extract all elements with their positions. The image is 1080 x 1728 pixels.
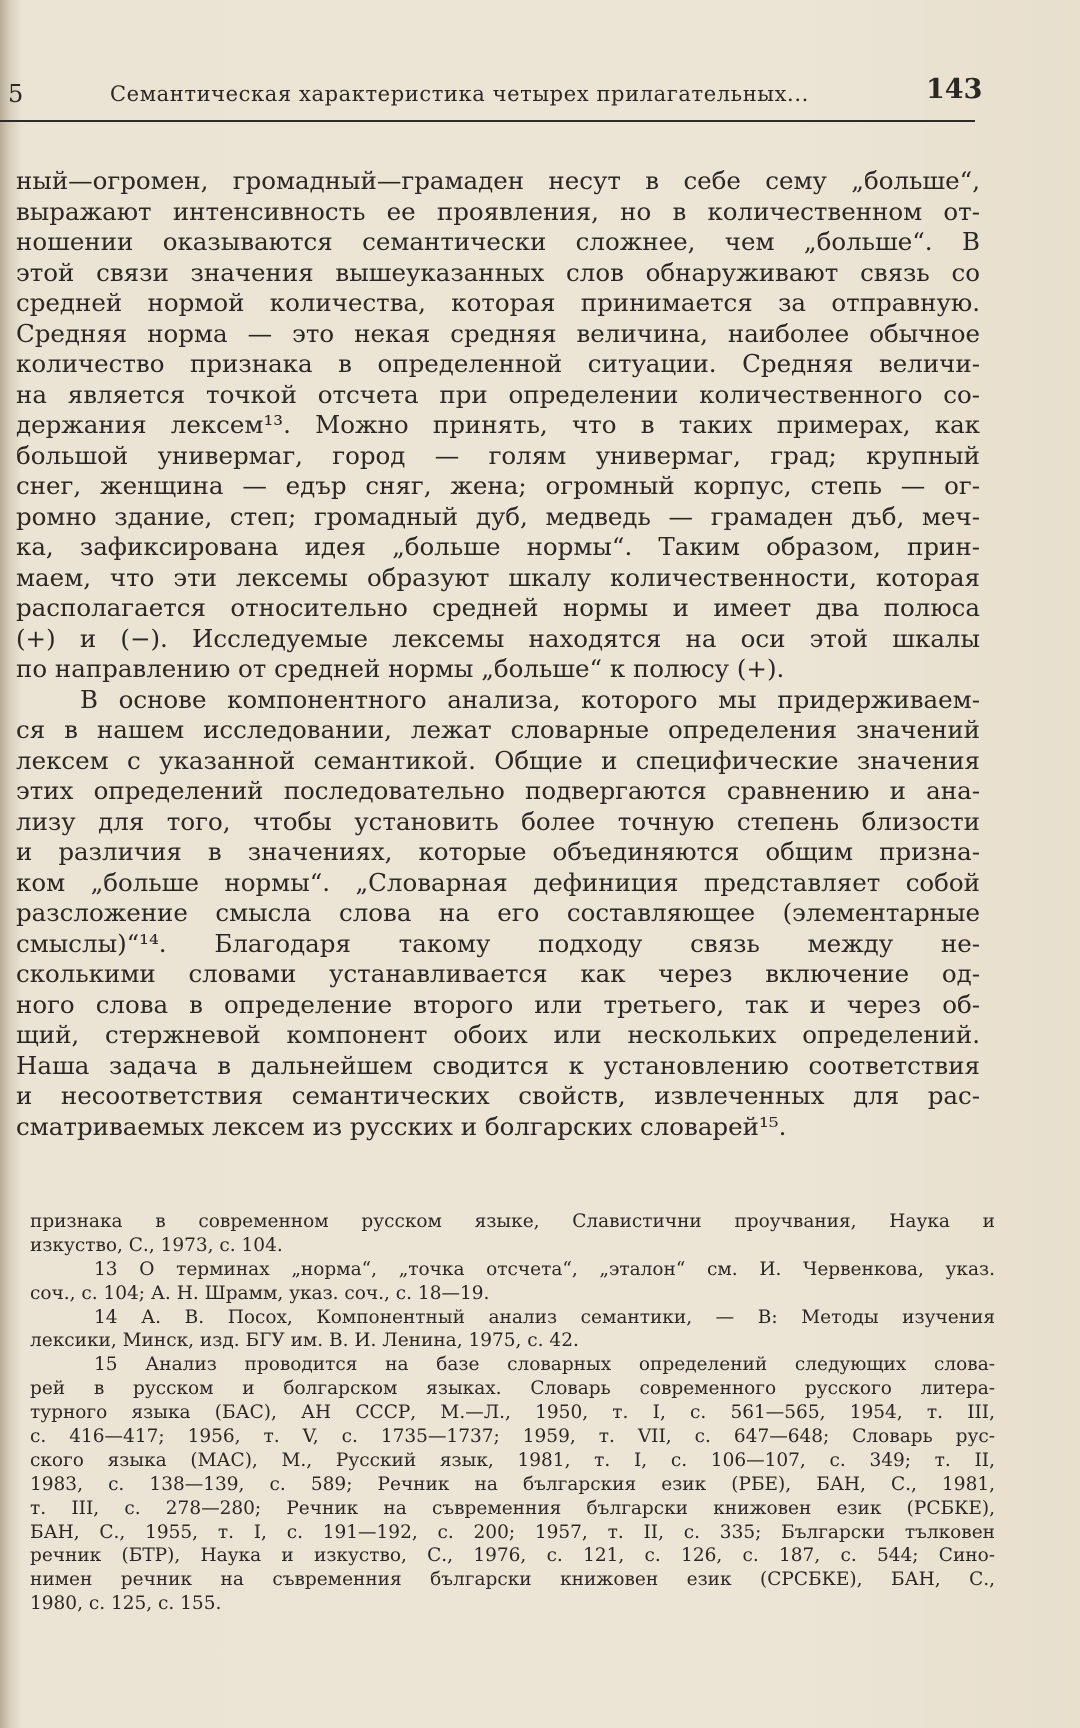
header-rule [0, 120, 975, 122]
body-line: держания лексем¹³. Можно принять, что в таких примерах, как [16, 410, 980, 439]
footnote-line: 1983, с. 138—139, с. 589; Речник на българския език (РБЕ), БАН, С., 1981, [30, 1473, 995, 1495]
body-line: и различия в значениях, которые объединяются общим призна- [16, 837, 980, 866]
footnote-line: ского языка (МАС), М., Русский язык, 1981, т. I, с. 106—107, с. 349; т. II, [30, 1449, 995, 1471]
footnote-line: нимен речник на съвременния български книжовен език (СРСБКЕ), БАН, С., [30, 1569, 995, 1591]
footnote-line: 14 А. В. Посох, Компонентный анализ семантики, — В: Методы изучения [94, 1306, 995, 1328]
running-header [0, 72, 983, 122]
body-line: ся в нашем исследовании, лежат словарные определения значений [16, 715, 980, 744]
chapter-number: 5 [8, 80, 24, 108]
footnote-line: признака в современном русском языке, Славистични проучвания, Наука и [30, 1211, 995, 1232]
body-line: на является точкой отсчета при определении количественного со- [16, 379, 980, 409]
running-title: Семантическая характеристика четырех прилагательных... [110, 82, 809, 106]
footnote-line: изкуство, С., 1973, с. 104. [30, 1234, 283, 1256]
body-line: ромно здание, степ; громадный дуб, медведь — грамаден дъб, меч- [16, 501, 980, 531]
footnote-line: т. III, с. 278—280; Речник на съвременния български книжовен език (РСБКЕ), [30, 1497, 995, 1519]
footnote-line: турного языка (БАС), АН СССР, М.—Л., 1950, т. I, с. 561—565, 1954, т. III, [30, 1402, 995, 1424]
body-line: смыслы)“¹⁴. Благодаря такому подходу связь между не- [16, 928, 980, 958]
body-line: лизу для того, чтобы установить более точную степень близости [16, 806, 980, 836]
footnote-line: 1980, с. 125, с. 155. [30, 1593, 222, 1615]
body-line: большой универмаг, город — голям универмаг, град; крупный [16, 440, 980, 470]
body-line: выражают интенсивность ее проявления, но в количественном от- [16, 196, 980, 226]
body-line: ный—огромен, громадный—грамаден несут в себе сему „больше“, [16, 166, 980, 195]
body-text [16, 166, 980, 1142]
body-line: сматриваемых лексем из русских и болгарских словарей¹⁵. [16, 1111, 787, 1141]
footnote-line: с. 416—417; 1956, т. V, с. 1735—1737; 1959, т. VII, с. 647—648; Словарь рус- [30, 1426, 995, 1448]
body-line: и несоответствия семантических свойств, извлеченных для рас- [16, 1081, 980, 1110]
body-line: ком „больше нормы“. „Словарная дефиниция представляет собой [16, 867, 980, 897]
body-line: этих определений последовательно подвергаются сравнению и ана- [16, 776, 980, 805]
body-line: средней нормой количества, которая принимается за отправную. [16, 288, 980, 317]
body-line: щий, стержневой компонент обоих или нескольких определений. [16, 1020, 980, 1049]
footnote-line: лексики, Минск, изд. БГУ им. В. И. Ленина, 1975, с. 42. [30, 1330, 579, 1352]
footnote-line: рей в русском и болгарском языках. Словарь современного русского литера- [30, 1378, 995, 1400]
footnote-line: речник (БТР), Наука и изкуство, С., 1976, с. 121, с. 126, с. 187, с. 544; Сино- [30, 1545, 995, 1567]
body-line: ношении оказываются семантически сложнее, чем „больше“. В [16, 227, 980, 256]
body-line: ного слова в определение второго или третьего, так и через об- [16, 989, 980, 1019]
footnote-line: 13 О терминах „норма“, „точка отсчета“, „эталон“ см. И. Червенкова, указ. [94, 1258, 995, 1280]
body-line: разсложение смысла слова на его составляющее (элементарные [16, 898, 980, 927]
body-line: ка, зафиксирована идея „больше нормы“. Таким образом, прин- [16, 532, 980, 561]
body-line: сколькими словами устанавливается как через включение од- [16, 959, 980, 988]
footnote-line: соч., с. 104; А. Н. Шрамм, указ. соч., с. 18—19. [30, 1282, 490, 1304]
body-line: Наша задача в дальнейшем сводится к установлению соответствия [16, 1050, 980, 1080]
body-line: В основе компонентного анализа, которого мы придерживаем- [80, 684, 980, 714]
body-line: по направлению от средней нормы „больше“ к полюсу (+). [16, 654, 785, 683]
footnote-line: 15 Анализ проводится на базе словарных определений следующих слова- [94, 1354, 995, 1376]
body-line: располагается относительно средней нормы и имеет два полюса [16, 593, 980, 622]
body-line: Средняя норма — это некая средняя величина, наиболее обычное [16, 318, 980, 348]
footnote-line: БАН, С., 1955, т. I, с. 191—192, с. 200; 1957, т. II, с. 335; Български тълковен [30, 1521, 995, 1543]
footnotes [30, 1210, 995, 1616]
body-line: (+) и (−). Исследуемые лексемы находятся на оси этой шкалы [16, 623, 980, 653]
body-line: лексем с указанной семантикой. Общие и специфические значения [16, 745, 980, 775]
page-number: 143 [926, 74, 983, 105]
body-line: снег, женщина — едър сняг, жена; огромный корпус, степь — ог- [16, 471, 980, 500]
body-line: этой связи значения вышеуказанных слов обнаруживают связь со [16, 257, 980, 287]
body-line: маем, что эти лексемы образуют шкалу количественности, которая [16, 562, 980, 592]
body-line: количество признака в определенной ситуации. Средняя величи- [16, 349, 980, 378]
